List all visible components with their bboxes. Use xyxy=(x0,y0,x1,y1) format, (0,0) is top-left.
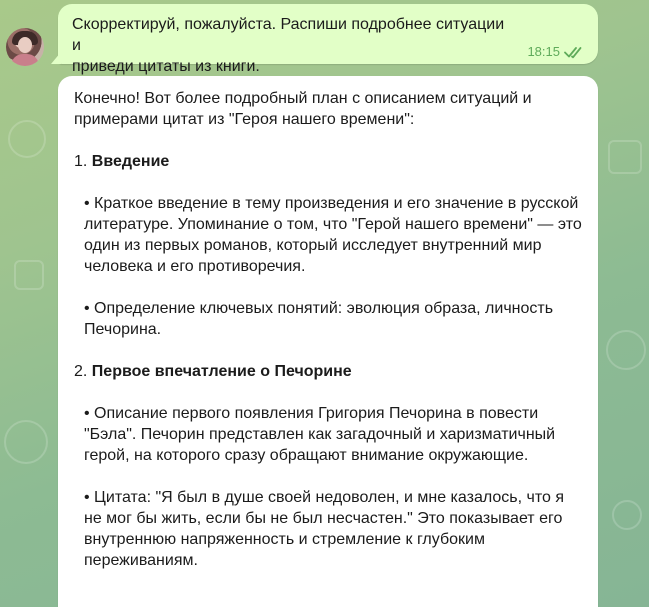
background-doodle xyxy=(14,260,44,290)
avatar[interactable] xyxy=(6,28,44,66)
section-heading xyxy=(74,151,582,172)
section-heading xyxy=(74,361,582,382)
avatar-shirt xyxy=(11,54,39,66)
message-tail xyxy=(51,52,61,64)
bullet-item: • Описание первого появления Григория Печорина в повести "Бэла". Печорин представлен как загадочный и харизматичный герой, на которого сразу обращают внимание окружающие. xyxy=(84,405,556,464)
bullet-item: • Цитата: "Я был в душе своей недоволен, и мне казалось, что я не мог бы жить, если бы не был несчастен." Это показывает его внутреннюю напряженность и стремление к глубоким переживаниям. xyxy=(84,489,564,569)
incoming-message[interactable] xyxy=(58,76,598,607)
bullet-item: • Определение ключевых понятий: эволюция образа, личность Печорина. xyxy=(84,300,554,338)
background-doodle xyxy=(612,500,642,530)
outgoing-message-text: Скорректируй, пожалуйста. Распиши подробнее ситуации и приведи цитаты из книги. xyxy=(72,16,505,75)
avatar-face xyxy=(18,37,32,53)
section-title: Первое впечатление о Печорине xyxy=(91,363,352,380)
section-number: 2. xyxy=(74,363,88,380)
bullet-item: • Краткое введение в тему произведения и его значение в русской литературе. Упоминание о том, что "Герой нашего времени" — это один из первых романов, который исследует внутренний мир человека и его противоречия. xyxy=(84,195,582,275)
message-meta xyxy=(527,44,586,59)
background-doodle xyxy=(4,420,48,464)
background-doodle xyxy=(8,120,46,158)
outgoing-message[interactable] xyxy=(58,4,598,75)
double-check-icon xyxy=(564,45,586,59)
message-intro: Конечно! Вот более подробный план с описанием ситуаций и примерами цитат из "Героя нашего времени": xyxy=(74,90,532,128)
section-number: 1. xyxy=(74,153,88,170)
section-title: Введение xyxy=(91,153,170,170)
message-time: 18:15 xyxy=(527,44,560,59)
background-doodle xyxy=(608,140,642,174)
background-doodle xyxy=(606,330,646,370)
